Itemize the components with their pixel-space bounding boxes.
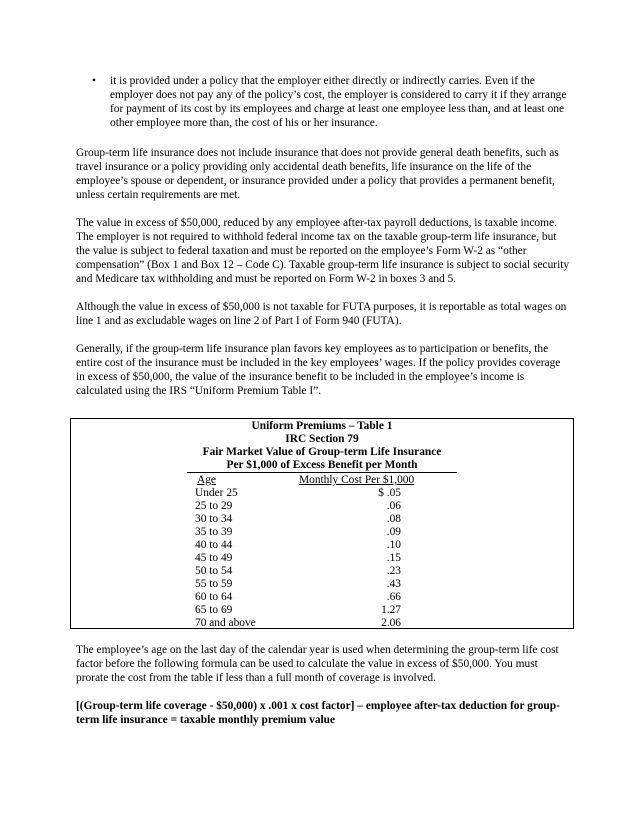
cost-cell: .09 <box>386 526 401 538</box>
table-subtitle-per-1000: Per $1,000 of Excess Benefit per Month <box>187 459 457 473</box>
age-cell: 60 to 64 <box>195 591 233 603</box>
table-row <box>71 500 573 513</box>
table-row <box>71 591 573 604</box>
uniform-premium-table <box>70 418 574 629</box>
bullet-text: it is provided under a policy that the employer either directly or indirectly carries. Even if the employer does not pay any of the policy’s cost, the employer is considered to carry it if they arrange for payment of its cost by its employees and charge at least one employee less than, and at least one other employee more than, the cost of his or her insurance. <box>110 75 567 129</box>
paragraph-definition: Group-term life insurance does not include insurance that does not provide general death benefits, such as travel insurance or a policy providing only accidental death benefits, life insurance on the life of the employee’s spouse or dependent, or insurance provided under a policy that provides a permanent benefit, unless certain requirements are met. <box>76 147 559 201</box>
age-cell: 55 to 59 <box>195 578 233 590</box>
table-row <box>71 539 573 552</box>
cost-cell: .06 <box>386 500 401 512</box>
age-cell: 45 to 49 <box>195 552 233 564</box>
table-row <box>71 513 573 526</box>
paragraph-key-employees: Generally, if the group-term life insurance plan favors key employees as to participation or benefits, the entire cost of the insurance must be included in the key employees’ wages. If the policy provides coverage in excess of $50,000, the value of the insurance benefit to be included in the employee’s income is calculated using the IRS “Uniform Premium Table I”. <box>76 343 561 397</box>
cost-cell: 2.06 <box>381 617 401 629</box>
age-cell: 25 to 29 <box>195 500 233 512</box>
cost-cell: .08 <box>386 513 401 525</box>
age-cell: 30 to 34 <box>195 513 233 525</box>
cost-cell: $ .05 <box>378 487 401 499</box>
cost-cell: .66 <box>386 591 401 603</box>
bullet-item <box>76 74 570 130</box>
paragraph-age-determination: The employee’s age on the last day of the calendar year is used when determining the group-term life cost factor before the following formula can be used to calculate the value in excess of $50,000. You must prorate the cost from the table if less than a full month of coverage is involved. <box>76 644 559 684</box>
age-cell: 65 to 69 <box>195 604 233 616</box>
table-row <box>71 578 573 591</box>
table-row <box>71 565 573 578</box>
table-row <box>71 552 573 565</box>
column-header-age: Age <box>197 474 216 486</box>
table-header-row <box>71 473 573 487</box>
table-row <box>71 487 573 500</box>
bullet-dot: • <box>92 75 96 87</box>
cost-cell: .23 <box>386 565 401 577</box>
table-subtitle-fmv: Fair Market Value of Group-term Life Insurance <box>202 446 442 458</box>
document-page <box>76 74 570 741</box>
table-title: Uniform Premiums – Table 1 <box>251 420 393 432</box>
taxable-value-formula: [(Group-term life coverage - $50,000) x .001 x cost factor] – employee after-tax deduction for group-term life insurance = taxable monthly premium value <box>76 700 560 726</box>
age-cell: 35 to 39 <box>195 526 233 538</box>
age-cell: 70 and above <box>195 617 256 629</box>
age-cell: 40 to 44 <box>195 539 233 551</box>
table-row <box>71 604 573 617</box>
age-cell: Under 25 <box>195 487 238 499</box>
cost-cell: 1.27 <box>381 604 401 616</box>
table-subtitle-section: IRC Section 79 <box>285 433 359 445</box>
paragraph-futa: Although the value in excess of $50,000 is not taxable for FUTA purposes, it is reportable as total wages on line 1 and as excludable wages on line 2 of Part I of Form 940 (FUTA). <box>76 301 567 327</box>
cost-cell: .43 <box>386 578 401 590</box>
cost-cell: .15 <box>386 552 401 564</box>
paragraph-taxable-value: The value in excess of $50,000, reduced by any employee after-tax payroll deductions, is taxable income. The employer is not required to withhold federal income tax on the taxable group-term life insurance, but the value is subject to federal taxation and must be reported on the employee’s Form W-2 as “other compensation” (Box 1 and Box 12 – Code C). Taxable group-term life insurance is subject to social security and Medicare tax withholding and must be reported on Form W-2 in boxes 3 and 5. <box>76 217 570 285</box>
table-body <box>71 487 573 630</box>
age-cell: 50 to 54 <box>195 565 233 577</box>
column-header-cost: Monthly Cost Per $1,000 <box>299 474 415 486</box>
table-row <box>71 526 573 539</box>
table-row <box>71 617 573 630</box>
cost-cell: .10 <box>386 539 401 551</box>
